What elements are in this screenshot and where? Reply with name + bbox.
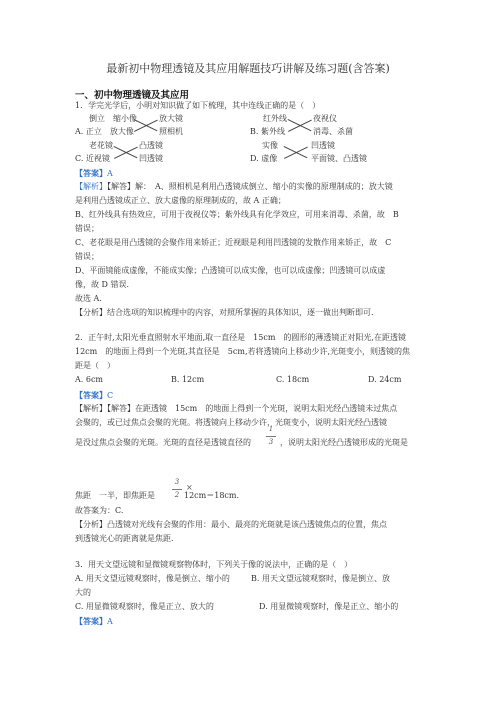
- q1-d-bottom-right: 平面镜、凸透镜: [311, 154, 367, 163]
- q1-analysis-label: 【解析】: [75, 182, 107, 191]
- q1-answer-value: A: [107, 169, 113, 178]
- q2-summary-1: 到透镜光心的距离就是焦距.: [75, 534, 174, 543]
- q1-option-a: A. 正立 放大像: [75, 127, 134, 136]
- q3-answer-value: A: [107, 617, 113, 626]
- q1-c-top-right: 凸透镜: [139, 141, 163, 150]
- q1-a-top-left: 倒立 缩小像: [89, 114, 137, 123]
- q2-stem-0: 2．正午时,太阳光垂直照射水平地面,取一直径是 15cm 的圆形的薄透镜正对阳光,在距透镜: [75, 333, 406, 342]
- q2-answer-value: C: [107, 391, 114, 400]
- q2-answer: [75, 390, 113, 401]
- q1-analysis-text-1: 是利用凸透镜成正立、放大虚像的原理制成的，故 A 正确；: [75, 196, 286, 205]
- q2-fraction-1-numerator: 1: [268, 425, 274, 433]
- q3-stem: 3．用天文望远镜和显微镜观察物体时，下列关于像的说法中，正确的是（ ）: [75, 560, 353, 569]
- q1-d-top-left: 实像: [262, 141, 278, 150]
- q1-answer-label: 【答案】: [75, 168, 107, 178]
- page-title: 最新初中物理透镜及其应用解题技巧讲解及练习题(含答案): [106, 62, 390, 75]
- q1-analysis-text-4: C、老花眼是用凸透镜的会聚作用来矫正；近视眼是利用凹透镜的发散作用来矫正，故 C: [75, 238, 392, 247]
- q2-option-a: A. 6cm: [75, 375, 104, 384]
- q1-analysis-text-2: B、红外线具有热效应，可用于夜视仪等；紫外线具有化学效应，可用来消毒、杀菌，故 B: [75, 210, 399, 219]
- q1-a-top-right: 放大镜: [159, 114, 183, 123]
- q2-option-c: C. 18cm: [276, 375, 310, 384]
- q2-answer-label: 【答案】: [75, 390, 107, 400]
- q3-answer-label: 【答案】: [75, 616, 107, 626]
- q2-stem-1: 12cm 的地面上得到一个光斑,其直径是 5cm,若将透镜向上移动少许,光斑变小，则透镜的焦: [75, 347, 411, 356]
- q2-fraction-2-numerator: 3: [174, 478, 180, 486]
- q1-b-bottom-right: 消毒、杀菌: [313, 127, 353, 136]
- q1-analysis-text-0: 【解答】解： A、照相机是利用凸透镜成倒立、缩小的实像的原理制成的；放大镜: [107, 182, 393, 191]
- q2-fraction-1-bar: [266, 436, 276, 437]
- q3-option-b-cont: 大的: [75, 588, 91, 597]
- q1-option-d: D. 虚像: [250, 154, 278, 163]
- q2-fraction-2-denominator: 2: [174, 491, 180, 499]
- q1-b-top-right: 夜视仪: [313, 114, 337, 123]
- q3-option-c: C. 用显微镜观察时，像是正立、放大的: [75, 602, 214, 611]
- q1-c-bottom-right: 凹透镜: [139, 154, 163, 163]
- q1-analysis-text-8: 故选 A．: [75, 294, 108, 303]
- q1-d-top-right: 凹透镜: [311, 141, 335, 150]
- q1-option-b: B. 紫外线: [250, 127, 285, 136]
- q3-option-d: D. 用显微镜观察时，像是正立、缩小的: [259, 602, 399, 611]
- q2-analysis-2: 是没过焦点会聚的光斑。光斑的直径是透镜直径的: [75, 438, 251, 447]
- q2-analysis-1: 会聚的，或已过焦点会聚的光斑。将透镜向上移动少许，光斑变小，说明太阳光经凸透镜: [75, 418, 387, 427]
- q1-analysis-text-6: D、平面镜能成虚像，不能成实像；凸透镜可以成实像，也可以成虚像；凹透镜可以成虚: [75, 266, 386, 275]
- q1-stem: 1．学完光学后，小明对知识做了如下梳理，其中连线正确的是（ ）: [75, 101, 321, 110]
- q1-a-bottom-right: 照相机: [159, 127, 183, 136]
- q2-analysis-3: ，说明太阳光经凸透镜形成的光斑是: [280, 438, 408, 447]
- q1-answer: [75, 168, 113, 179]
- q1-analysis-text-3: 错误；: [75, 224, 99, 233]
- q1-analysis-text-5: 错误；: [75, 252, 99, 261]
- q3-option-a: A. 用天文望远镜观察时，像是倒立、缩小的: [75, 574, 230, 583]
- q2-analysis-6: 故答案为：C.: [75, 506, 124, 515]
- q2-analysis-4: 焦距 一半，即焦距是: [75, 491, 155, 500]
- q2-fraction-1-denominator: 3: [268, 438, 274, 446]
- q2-summary-0: 【分析】凸透镜对光线有会聚的作用：最小、最亮的光斑就是该凸透镜焦点的位置，焦点: [75, 520, 387, 529]
- q3-answer: [75, 616, 113, 627]
- q2-analysis-5: 12cm＝18cm.: [184, 491, 240, 500]
- section-heading: 一、初中物理透镜及其应用: [75, 90, 190, 101]
- q3-option-b: B. 用天文望远镜观察时，像是倒立、放: [251, 574, 390, 583]
- q2-option-b: B. 12cm: [171, 375, 205, 384]
- q2-times-sign: ×: [186, 483, 193, 492]
- q1-c-top-left: 老花镜: [89, 141, 113, 150]
- q1-option-c: C. 近视镜: [75, 154, 110, 163]
- q1-b-top-left: 红外线: [263, 114, 287, 123]
- q1-summary: 【分析】结合选项的知识梳理中的内容，对照所掌握的具体知识，逐一做出判断即可．: [75, 308, 379, 317]
- q1-analysis-line: [75, 182, 393, 192]
- q1-analysis-text-7: 像，故 D 错误．: [75, 280, 135, 289]
- q2-analysis-0: 【解析】【解答】在距透镜 15cm 的地面上得到一个光斑，说明太阳光经凸透镜未过焦点: [75, 404, 398, 413]
- q2-fraction-2-bar: [172, 489, 182, 490]
- q2-stem-2: 距是（ ）: [75, 361, 115, 370]
- q2-option-d: D. 24cm: [368, 375, 402, 384]
